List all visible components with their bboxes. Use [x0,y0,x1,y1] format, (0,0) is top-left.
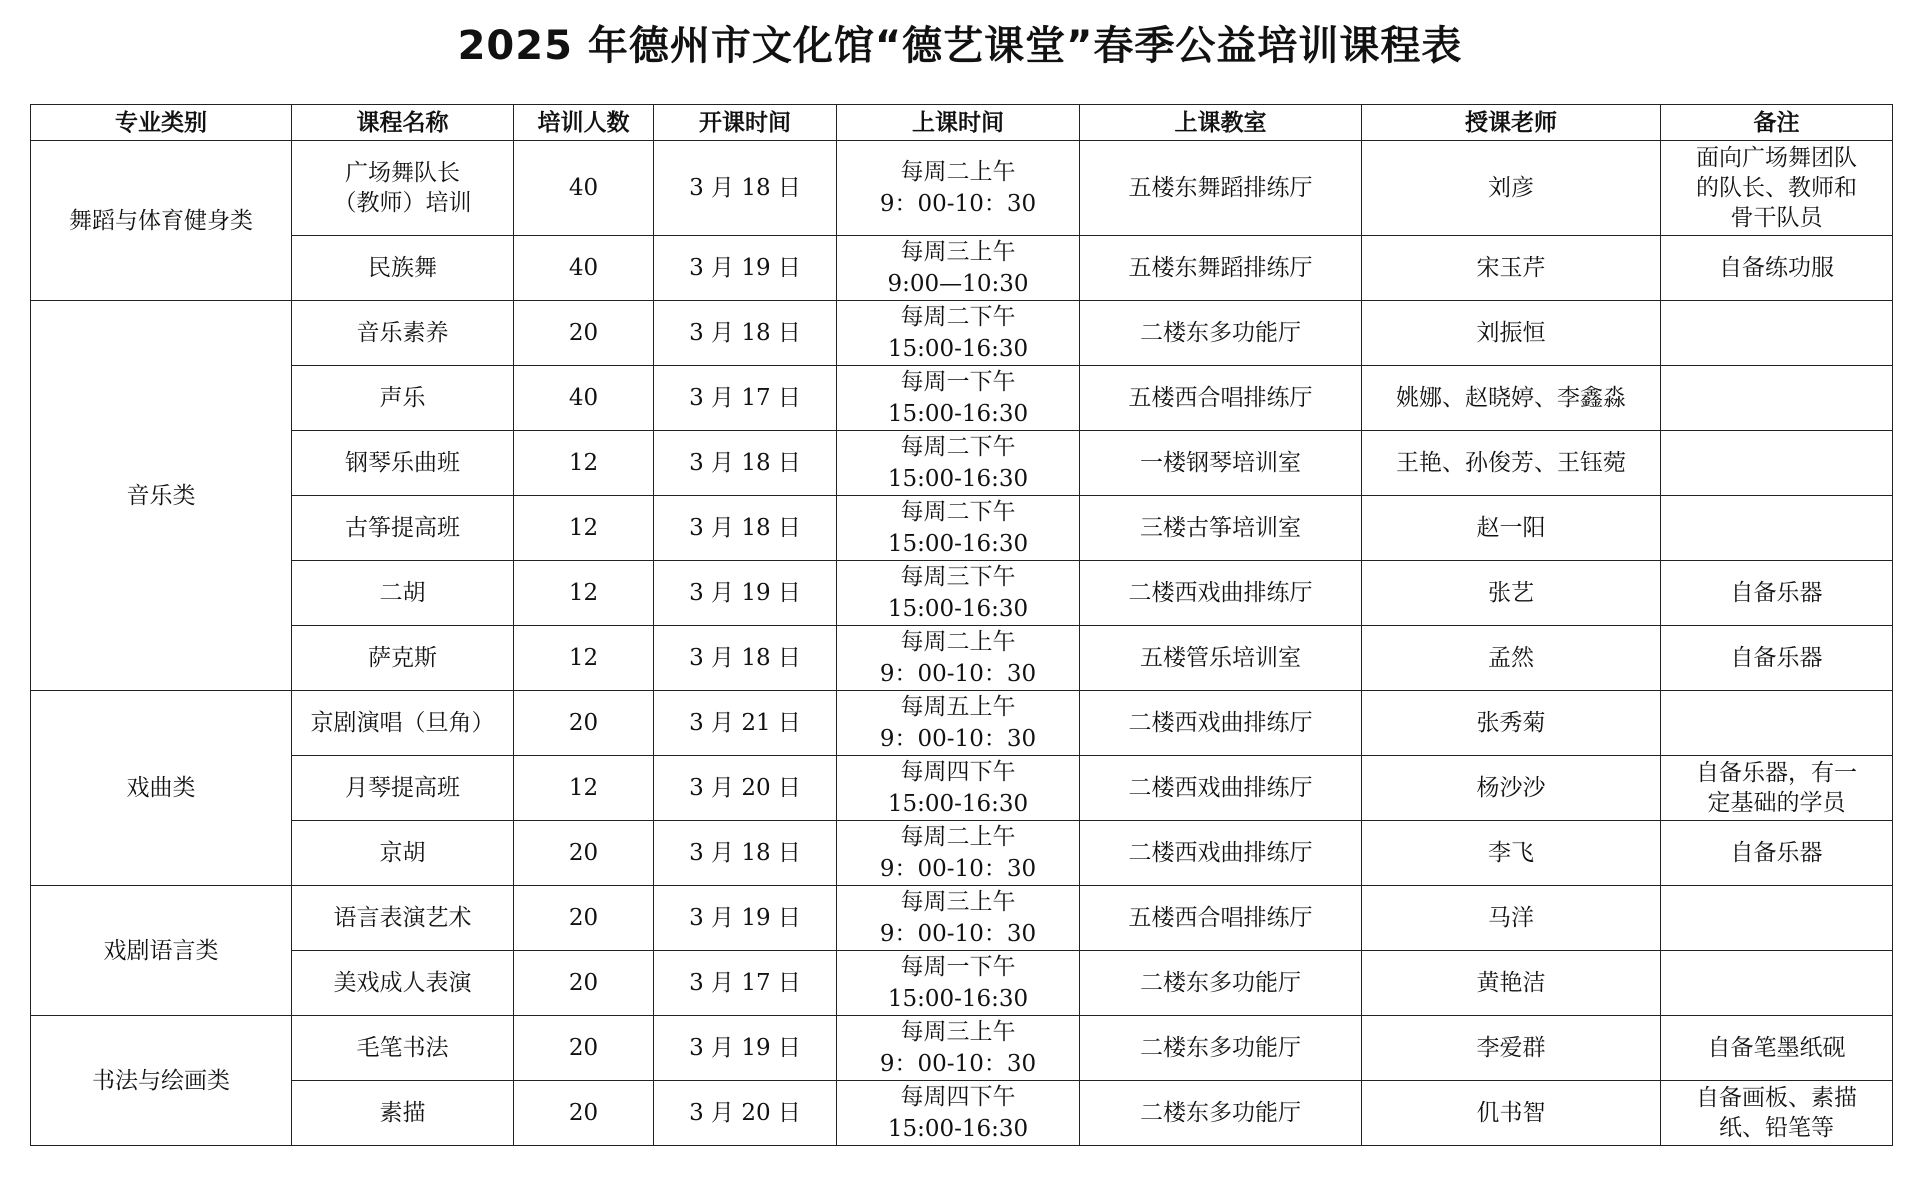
table-row [31,301,1893,366]
class-time: 每周二上午 9：00-10：30 [879,824,1037,882]
classroom: 二楼东多功能厅 [1080,1016,1362,1081]
start-date: 3 月 19 日 [654,561,837,626]
table-row [31,626,1893,691]
trainee-count: 20 [514,691,654,756]
note: 自备画板、素描 纸、铅笔等 [1696,1085,1857,1141]
trainee-count: 40 [514,236,654,301]
trainee-count: 20 [514,886,654,951]
course-name: 美戏成人表演 [292,951,514,1016]
note [1661,366,1893,431]
course-name: 京剧演唱（旦角） [292,691,514,756]
start-date: 3 月 19 日 [654,236,837,301]
classroom: 二楼西戏曲排练厅 [1080,821,1362,886]
teacher: 张秀菊 [1362,691,1661,756]
note: 自备笔墨纸砚 [1661,1016,1893,1081]
teacher: 马洋 [1362,886,1661,951]
table-row [31,366,1893,431]
classroom: 二楼东多功能厅 [1080,951,1362,1016]
category-cell: 戏曲类 [31,691,292,886]
teacher: 杨沙沙 [1362,756,1661,821]
note: 自备乐器 [1661,821,1893,886]
teacher: 李爱群 [1362,1016,1661,1081]
class-time: 每周四下午 15:00-16:30 [887,759,1029,817]
table-row [31,141,1893,236]
start-date: 3 月 17 日 [654,366,837,431]
start-date: 3 月 18 日 [654,431,837,496]
course-name: 京胡 [292,821,514,886]
trainee-count: 12 [514,561,654,626]
note [1661,951,1893,1016]
note: 自备乐器，有一 定基础的学员 [1696,760,1857,816]
trainee-count: 12 [514,431,654,496]
classroom: 五楼管乐培训室 [1080,626,1362,691]
table-row [31,821,1893,886]
classroom: 三楼古筝培训室 [1080,496,1362,561]
start-date: 3 月 21 日 [654,691,837,756]
teacher: 仉书智 [1362,1081,1661,1146]
classroom: 二楼西戏曲排练厅 [1080,561,1362,626]
teacher: 李飞 [1362,821,1661,886]
note [1661,301,1893,366]
header-count: 培训人数 [514,105,654,141]
trainee-count: 12 [514,756,654,821]
course-name: 月琴提高班 [292,756,514,821]
category-cell: 音乐类 [31,301,292,691]
header-class-time: 上课时间 [837,105,1080,141]
teacher: 刘彦 [1362,141,1661,236]
teacher: 赵一阳 [1362,496,1661,561]
course-name: 钢琴乐曲班 [292,431,514,496]
class-time: 每周三上午 9：00-10：30 [879,1019,1037,1077]
header-row [31,105,1893,141]
header-note: 备注 [1661,105,1893,141]
classroom: 二楼东多功能厅 [1080,301,1362,366]
table-row [31,1081,1893,1146]
note: 自备练功服 [1661,236,1893,301]
note [1661,431,1893,496]
start-date: 3 月 20 日 [654,1081,837,1146]
class-time: 每周三下午 15:00-16:30 [887,564,1029,622]
header-course: 课程名称 [292,105,514,141]
category-cell: 书法与绘画类 [31,1016,292,1146]
trainee-count: 20 [514,1081,654,1146]
category-cell: 戏剧语言类 [31,886,292,1016]
course-name: 萨克斯 [292,626,514,691]
classroom: 五楼东舞蹈排练厅 [1080,141,1362,236]
trainee-count: 12 [514,626,654,691]
page-title: 2025 年德州市文化馆“德艺课堂”春季公益培训课程表 [457,23,1463,69]
course-name: 古筝提高班 [292,496,514,561]
teacher: 姚娜、赵晓婷、李鑫淼 [1362,366,1661,431]
course-name: 二胡 [292,561,514,626]
start-date: 3 月 20 日 [654,756,837,821]
start-date: 3 月 18 日 [654,496,837,561]
note: 面向广场舞团队 的队长、教师和 骨干队员 [1696,145,1857,231]
start-date: 3 月 18 日 [654,141,837,236]
class-time: 每周二上午 9：00-10：30 [879,629,1037,687]
note [1661,691,1893,756]
start-date: 3 月 18 日 [654,626,837,691]
teacher: 孟然 [1362,626,1661,691]
course-name: 毛笔书法 [292,1016,514,1081]
course-name: 声乐 [292,366,514,431]
start-date: 3 月 18 日 [654,301,837,366]
trainee-count: 20 [514,951,654,1016]
table-row [31,951,1893,1016]
start-date: 3 月 18 日 [654,821,837,886]
class-time: 每周二上午 9：00-10：30 [879,159,1037,217]
classroom: 五楼西合唱排练厅 [1080,366,1362,431]
table-row [31,236,1893,301]
class-time: 每周三上午 9：00-10：30 [879,889,1037,947]
trainee-count: 20 [514,821,654,886]
header-category: 专业类别 [31,105,292,141]
classroom: 二楼东多功能厅 [1080,1081,1362,1146]
trainee-count: 40 [514,366,654,431]
table-row [31,431,1893,496]
table-row [31,561,1893,626]
course-name: 素描 [292,1081,514,1146]
trainee-count: 20 [514,1016,654,1081]
course-name: 民族舞 [292,236,514,301]
classroom: 一楼钢琴培训室 [1080,431,1362,496]
class-time: 每周三上午 9:00—10:30 [887,239,1029,297]
class-time: 每周四下午 15:00-16:30 [887,1084,1029,1142]
header-start-date: 开课时间 [654,105,837,141]
classroom: 五楼东舞蹈排练厅 [1080,236,1362,301]
class-time: 每周二下午 15:00-16:30 [887,304,1029,362]
course-schedule-table [30,104,1893,1146]
table-row [31,691,1893,756]
table-row [31,1016,1893,1081]
class-time: 每周五上午 9：00-10：30 [879,694,1037,752]
classroom: 二楼西戏曲排练厅 [1080,756,1362,821]
start-date: 3 月 19 日 [654,886,837,951]
start-date: 3 月 19 日 [654,1016,837,1081]
teacher: 刘振恒 [1362,301,1661,366]
teacher: 王艳、孙俊芳、王钰菀 [1362,431,1661,496]
note [1661,886,1893,951]
category-cell: 舞蹈与体育健身类 [31,141,292,301]
start-date: 3 月 17 日 [654,951,837,1016]
header-teacher: 授课老师 [1362,105,1661,141]
class-time: 每周二下午 15:00-16:30 [887,434,1029,492]
teacher: 宋玉芹 [1362,236,1661,301]
class-time: 每周一下午 15:00-16:30 [887,369,1029,427]
note [1661,496,1893,561]
teacher: 张艺 [1362,561,1661,626]
trainee-count: 20 [514,301,654,366]
course-name: 广场舞队长 （教师）培训 [333,160,472,216]
teacher: 黄艳洁 [1362,951,1661,1016]
note: 自备乐器 [1661,561,1893,626]
trainee-count: 12 [514,496,654,561]
course-name: 语言表演艺术 [292,886,514,951]
class-time: 每周二下午 15:00-16:30 [887,499,1029,557]
table-row [31,886,1893,951]
course-name: 音乐素养 [292,301,514,366]
classroom: 二楼西戏曲排练厅 [1080,691,1362,756]
class-time: 每周一下午 15:00-16:30 [887,954,1029,1012]
classroom: 五楼西合唱排练厅 [1080,886,1362,951]
note: 自备乐器 [1661,626,1893,691]
header-classroom: 上课教室 [1080,105,1362,141]
trainee-count: 40 [514,141,654,236]
table-row [31,756,1893,821]
table-row [31,496,1893,561]
